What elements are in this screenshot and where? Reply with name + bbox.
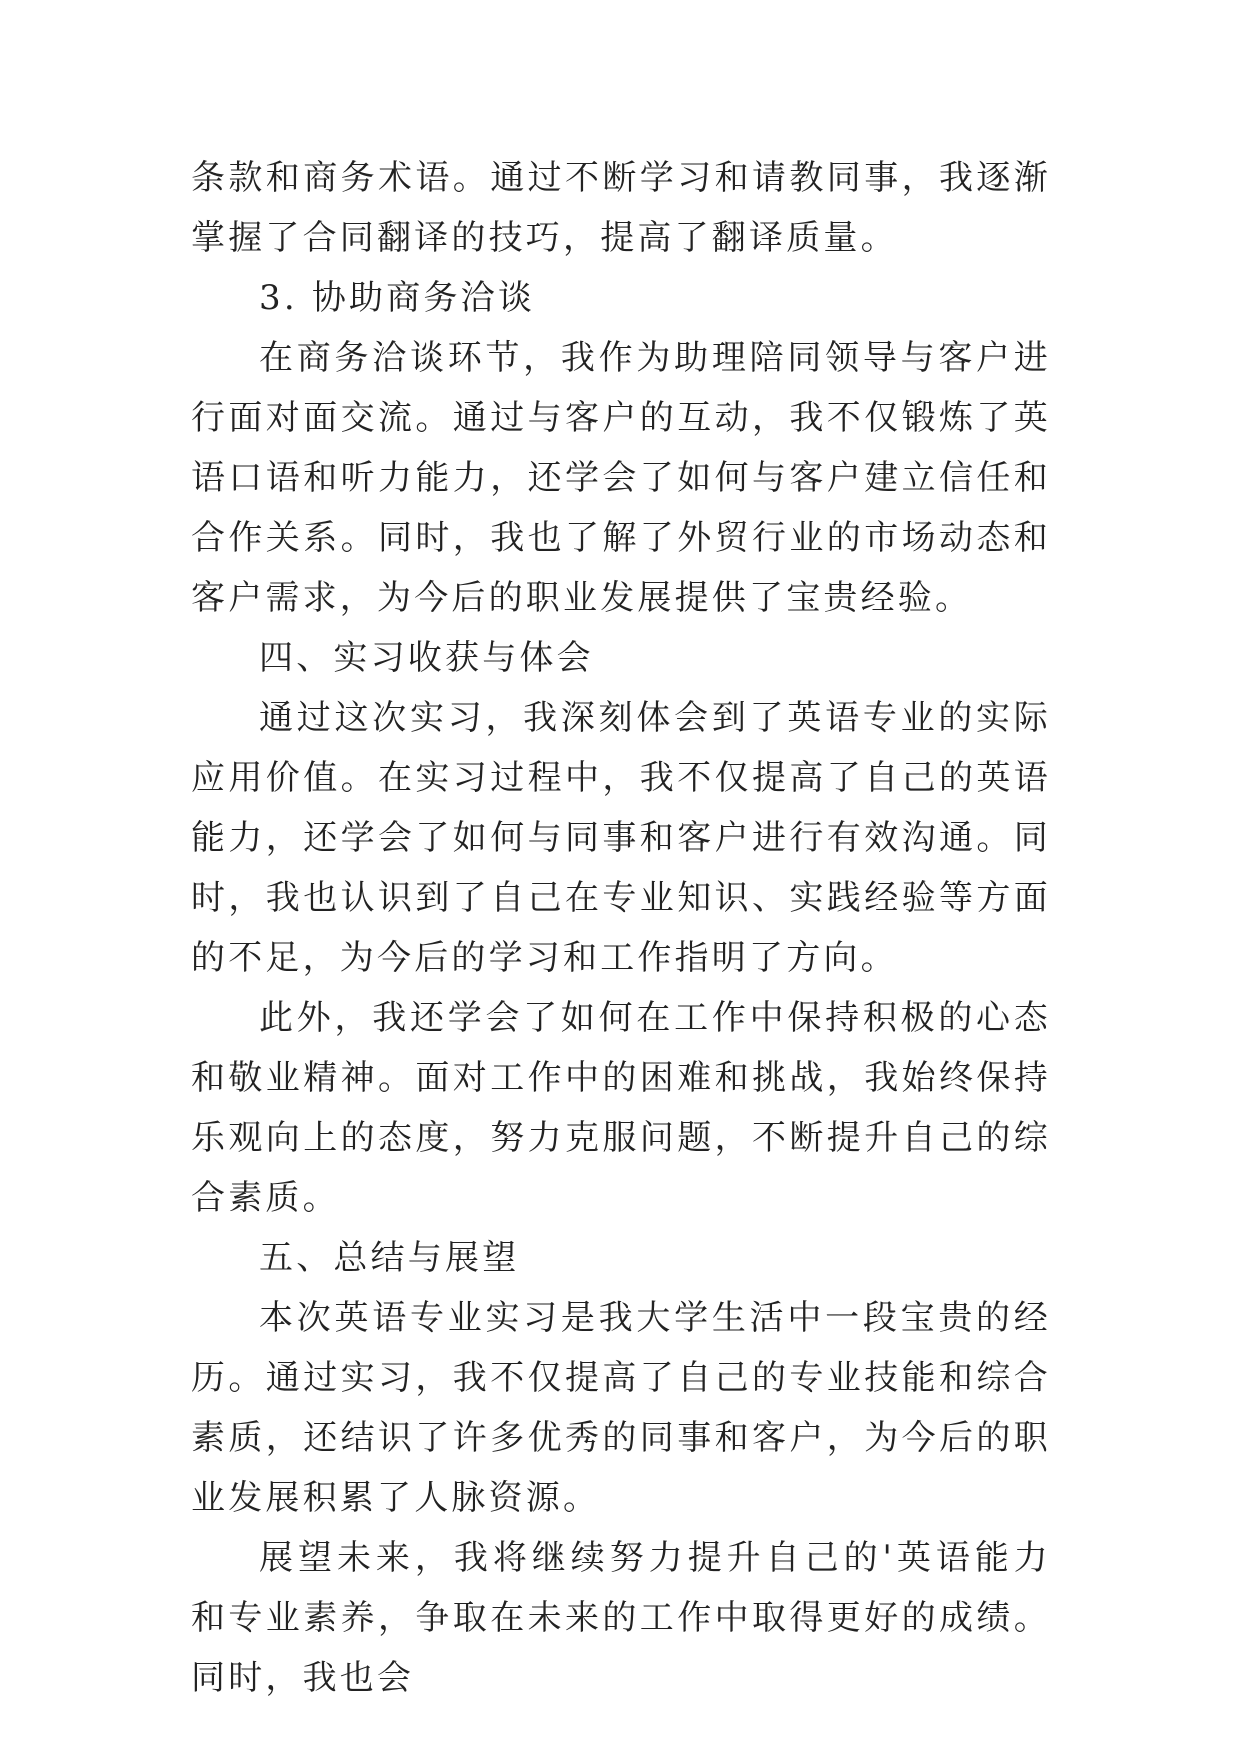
body-paragraph: 此外，我还学会了如何在工作中保持积极的心态和敬业精神。面对工作中的困难和挑战，我始终保持乐观向上的态度，努力克服问题，不断提升自己的综合素质。	[191, 998, 1051, 1218]
body-paragraph: 本次英语专业实习是我大学生活中一段宝贵的经历。通过实习，我不仅提高了自己的专业技能和综合素质，还结识了许多优秀的同事和客户，为今后的职业发展积累了人脉资源。	[191, 1298, 1051, 1518]
section-heading: 四、实习收获与体会	[259, 638, 594, 678]
section-heading: 3. 协助商务洽谈	[259, 278, 536, 318]
body-paragraph: 条款和商务术语。通过不断学习和请教同事，我逐渐掌握了合同翻译的技巧，提高了翻译质量。	[191, 158, 1051, 258]
document-page	[191, 148, 1051, 1708]
body-paragraph: 在商务洽谈环节，我作为助理陪同领导与客户进行面对面交流。通过与客户的互动，我不仅锻炼了英语口语和听力能力，还学会了如何与客户建立信任和合作关系。同时，我也了解了外贸行业的市场动态和客户需求，为今后的职业发展提供了宝贵经验。	[191, 338, 1051, 618]
section-heading: 五、总结与展望	[259, 1238, 520, 1278]
body-paragraph: 通过这次实习，我深刻体会到了英语专业的实际应用价值。在实习过程中，我不仅提高了自己的英语能力，还学会了如何与同事和客户进行有效沟通。同时，我也认识到了自己在专业知识、实践经验等方面的不足，为今后的学习和工作指明了方向。	[191, 698, 1051, 978]
body-paragraph: 展望未来，我将继续努力提升自己的'英语能力和专业素养，争取在未来的工作中取得更好的成绩。同时，我也会	[191, 1538, 1051, 1698]
